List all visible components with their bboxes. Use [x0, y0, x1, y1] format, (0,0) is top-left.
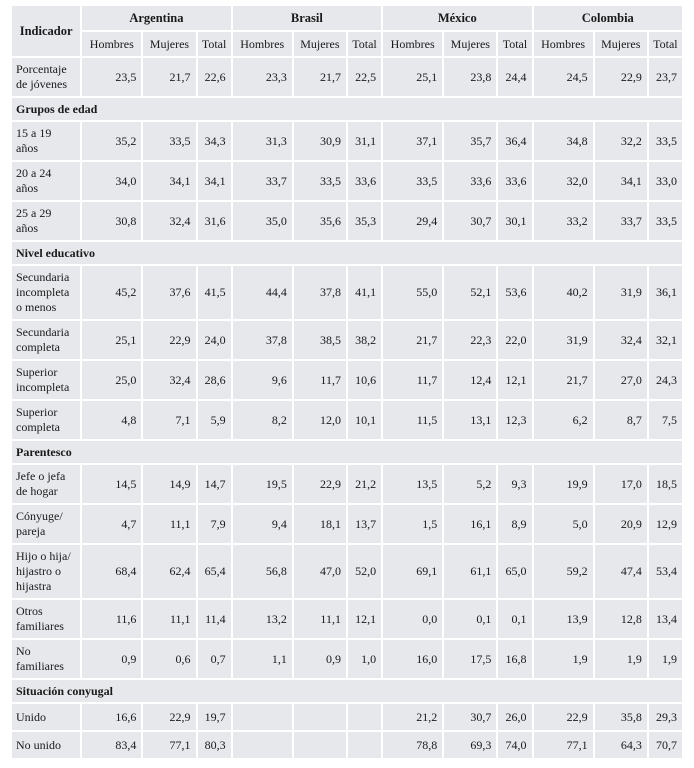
table-cell: 18,5 — [649, 465, 682, 503]
table-cell: 1,9 — [595, 640, 647, 678]
table-cell: 26,0 — [498, 704, 531, 730]
section-label: Nivel educativo — [12, 242, 682, 264]
table-cell: 23,7 — [649, 58, 682, 96]
table-cell: 9,3 — [498, 465, 531, 503]
table-cell: 24,5 — [534, 58, 593, 96]
table-cell: 69,3 — [444, 732, 496, 758]
row-label: 25 a 29 años — [12, 202, 80, 240]
table-cell: 24,3 — [649, 361, 682, 399]
table-cell: 69,1 — [383, 545, 442, 598]
table-cell: 5,9 — [198, 401, 231, 439]
subheader-hombres: Hombres — [233, 32, 292, 56]
table-row — [12, 202, 682, 240]
table-cell: 28,6 — [198, 361, 231, 399]
table-cell: 16,8 — [498, 640, 531, 678]
row-label: 15 a 19 años — [12, 122, 80, 160]
table-cell: 14,9 — [143, 465, 195, 503]
table-cell: 61,1 — [444, 545, 496, 598]
country-header-argentina: Argentina — [82, 6, 230, 30]
table-cell: 22,9 — [294, 465, 346, 503]
table-cell: 21,7 — [143, 58, 195, 96]
subheader-hombres: Hombres — [383, 32, 442, 56]
table-cell: 12,0 — [294, 401, 346, 439]
table-cell: 31,3 — [233, 122, 292, 160]
subheader-mujeres: Mujeres — [294, 32, 346, 56]
table-cell: 22,5 — [348, 58, 381, 96]
table-cell: 32,1 — [649, 321, 682, 359]
row-label: 20 a 24 años — [12, 162, 80, 200]
table-cell: 31,9 — [595, 266, 647, 319]
table-cell: 65,4 — [198, 545, 231, 598]
table-cell: 24,4 — [498, 58, 531, 96]
table-cell: 38,2 — [348, 321, 381, 359]
table-cell: 40,2 — [534, 266, 593, 319]
table-cell: 37,1 — [383, 122, 442, 160]
table-cell: 11,7 — [383, 361, 442, 399]
table-cell: 77,1 — [534, 732, 593, 758]
table-cell: 33,7 — [595, 202, 647, 240]
subheader-total: Total — [198, 32, 231, 56]
table-cell: 56,8 — [233, 545, 292, 598]
table-cell: 4,7 — [82, 505, 141, 543]
table-cell: 19,5 — [233, 465, 292, 503]
table-cell: 5,2 — [444, 465, 496, 503]
table-row — [12, 732, 682, 758]
table-cell: 11,6 — [82, 600, 141, 638]
table-cell: 53,4 — [649, 545, 682, 598]
table-cell: 37,8 — [294, 266, 346, 319]
country-header-colombia: Colombia — [534, 6, 683, 30]
table-cell: 33,5 — [143, 122, 195, 160]
table-cell: 22,6 — [198, 58, 231, 96]
table-cell — [294, 704, 346, 730]
table-cell: 62,4 — [143, 545, 195, 598]
table-row — [12, 505, 682, 543]
table-cell: 27,0 — [595, 361, 647, 399]
country-header-brasil: Brasil — [233, 6, 381, 30]
table-cell: 32,0 — [534, 162, 593, 200]
table-row — [12, 401, 682, 439]
table-cell: 6,2 — [534, 401, 593, 439]
table-cell — [348, 704, 381, 730]
table-cell: 33,2 — [534, 202, 593, 240]
table-row — [12, 58, 682, 96]
row-label: Superior incompleta — [12, 361, 80, 399]
table-cell: 7,9 — [198, 505, 231, 543]
section-label: Parentesco — [12, 441, 682, 463]
table-cell: 21,7 — [383, 321, 442, 359]
table-cell: 41,5 — [198, 266, 231, 319]
table-cell: 80,3 — [198, 732, 231, 758]
table-cell: 22,9 — [143, 704, 195, 730]
table-cell: 33,6 — [348, 162, 381, 200]
table-cell: 19,9 — [534, 465, 593, 503]
table-cell: 29,4 — [383, 202, 442, 240]
section-row — [12, 242, 682, 264]
section-label: Situación conyugal — [12, 680, 682, 702]
row-label: Cónyuge/ pareja — [12, 505, 80, 543]
table-cell: 30,9 — [294, 122, 346, 160]
table-cell: 23,3 — [233, 58, 292, 96]
table-cell: 35,7 — [444, 122, 496, 160]
table-cell: 9,4 — [233, 505, 292, 543]
data-table — [10, 4, 684, 760]
table-cell: 18,1 — [294, 505, 346, 543]
table-cell: 59,2 — [534, 545, 593, 598]
subheader-mujeres: Mujeres — [444, 32, 496, 56]
table-cell: 35,0 — [233, 202, 292, 240]
table-cell: 10,6 — [348, 361, 381, 399]
table-cell: 52,1 — [444, 266, 496, 319]
table-row — [12, 122, 682, 160]
row-label: No familiares — [12, 640, 80, 678]
table-cell: 21,2 — [383, 704, 442, 730]
table-row — [12, 266, 682, 319]
table-cell: 35,3 — [348, 202, 381, 240]
subheader-total: Total — [649, 32, 682, 56]
table-cell: 14,5 — [82, 465, 141, 503]
table-cell: 16,0 — [383, 640, 442, 678]
table-cell: 30,7 — [444, 704, 496, 730]
table-cell: 22,9 — [143, 321, 195, 359]
table-cell: 23,5 — [82, 58, 141, 96]
table-cell: 13,2 — [233, 600, 292, 638]
table-cell: 24,0 — [198, 321, 231, 359]
table-cell — [233, 704, 292, 730]
row-label: Otros familiares — [12, 600, 80, 638]
table-cell: 33,0 — [649, 162, 682, 200]
table-cell: 29,3 — [649, 704, 682, 730]
table-cell: 11,7 — [294, 361, 346, 399]
row-label: Secundaria completa — [12, 321, 80, 359]
row-label: Superior completa — [12, 401, 80, 439]
table-cell: 13,1 — [444, 401, 496, 439]
table-cell: 47,4 — [595, 545, 647, 598]
table-cell: 16,6 — [82, 704, 141, 730]
table-cell: 11,1 — [143, 600, 195, 638]
table-cell: 41,1 — [348, 266, 381, 319]
table-cell: 68,4 — [82, 545, 141, 598]
subheader-mujeres: Mujeres — [595, 32, 647, 56]
table-cell: 33,6 — [498, 162, 531, 200]
table-cell: 35,8 — [595, 704, 647, 730]
table-row — [12, 321, 682, 359]
table-cell: 34,1 — [143, 162, 195, 200]
table-cell: 10,1 — [348, 401, 381, 439]
subheader-total: Total — [348, 32, 381, 56]
table-cell: 78,8 — [383, 732, 442, 758]
indicator-header: Indicador — [12, 6, 80, 56]
table-cell: 12,3 — [498, 401, 531, 439]
table-cell: 11,1 — [294, 600, 346, 638]
row-label: No unido — [12, 732, 80, 758]
subheader-mujeres: Mujeres — [143, 32, 195, 56]
row-label: Hijo o hija/ hijastro o hijastra — [12, 545, 80, 598]
table-cell: 32,4 — [143, 361, 195, 399]
table-cell: 21,7 — [534, 361, 593, 399]
row-label: Porcentaje de jóvenes — [12, 58, 80, 96]
table-cell: 12,9 — [649, 505, 682, 543]
table-cell: 12,4 — [444, 361, 496, 399]
table-cell: 32,4 — [595, 321, 647, 359]
table-cell: 11,4 — [198, 600, 231, 638]
table-cell: 0,6 — [143, 640, 195, 678]
table-body — [12, 58, 682, 758]
table-cell: 11,5 — [383, 401, 442, 439]
table-cell: 16,1 — [444, 505, 496, 543]
table-cell: 1,5 — [383, 505, 442, 543]
table-cell: 22,9 — [534, 704, 593, 730]
table-row — [12, 465, 682, 503]
table-cell: 0,9 — [294, 640, 346, 678]
table-cell — [233, 732, 292, 758]
table-cell: 74,0 — [498, 732, 531, 758]
row-label: Unido — [12, 704, 80, 730]
table-cell: 0,0 — [383, 600, 442, 638]
table-cell: 22,0 — [498, 321, 531, 359]
table-cell — [294, 732, 346, 758]
table-container — [10, 4, 684, 768]
table-cell: 33,7 — [233, 162, 292, 200]
table-cell: 8,9 — [498, 505, 531, 543]
table-cell: 38,5 — [294, 321, 346, 359]
table-cell: 14,7 — [198, 465, 231, 503]
table-cell: 34,1 — [595, 162, 647, 200]
table-cell: 7,1 — [143, 401, 195, 439]
table-cell: 0,9 — [82, 640, 141, 678]
country-header-mexico: México — [383, 6, 531, 30]
table-cell — [348, 732, 381, 758]
table-cell: 65,0 — [498, 545, 531, 598]
table-cell: 33,5 — [383, 162, 442, 200]
table-cell: 17,0 — [595, 465, 647, 503]
section-row — [12, 98, 682, 120]
table-cell: 34,0 — [82, 162, 141, 200]
table-cell: 83,4 — [82, 732, 141, 758]
table-cell: 37,8 — [233, 321, 292, 359]
table-cell: 17,5 — [444, 640, 496, 678]
table-cell: 37,6 — [143, 266, 195, 319]
table-cell: 11,1 — [143, 505, 195, 543]
table-cell: 0,1 — [498, 600, 531, 638]
table-cell: 23,8 — [444, 58, 496, 96]
table-cell: 34,3 — [198, 122, 231, 160]
table-cell: 1,9 — [534, 640, 593, 678]
table-cell: 55,0 — [383, 266, 442, 319]
table-cell: 13,4 — [649, 600, 682, 638]
table-cell: 9,6 — [233, 361, 292, 399]
table-cell: 8,2 — [233, 401, 292, 439]
table-cell: 5,0 — [534, 505, 593, 543]
table-cell: 64,3 — [595, 732, 647, 758]
table-row — [12, 545, 682, 598]
table-cell: 21,7 — [294, 58, 346, 96]
subheader-total: Total — [498, 32, 531, 56]
table-cell: 0,7 — [198, 640, 231, 678]
table-cell: 1,0 — [348, 640, 381, 678]
table-cell: 7,5 — [649, 401, 682, 439]
table-cell: 12,8 — [595, 600, 647, 638]
table-cell: 53,6 — [498, 266, 531, 319]
table-cell: 31,1 — [348, 122, 381, 160]
table-cell: 12,1 — [498, 361, 531, 399]
table-cell: 33,5 — [294, 162, 346, 200]
table-cell: 77,1 — [143, 732, 195, 758]
table-cell: 22,3 — [444, 321, 496, 359]
table-cell: 25,0 — [82, 361, 141, 399]
table-cell: 25,1 — [82, 321, 141, 359]
table-cell: 32,2 — [595, 122, 647, 160]
table-cell: 13,5 — [383, 465, 442, 503]
row-label: Secundaria incompleta o menos — [12, 266, 80, 319]
table-cell: 13,7 — [348, 505, 381, 543]
table-cell: 34,8 — [534, 122, 593, 160]
table-cell: 33,5 — [649, 122, 682, 160]
table-cell: 30,8 — [82, 202, 141, 240]
table-row — [12, 640, 682, 678]
table-cell: 1,1 — [233, 640, 292, 678]
table-cell: 1,9 — [649, 640, 682, 678]
subheader-hombres: Hombres — [82, 32, 141, 56]
table-cell: 52,0 — [348, 545, 381, 598]
table-cell: 44,4 — [233, 266, 292, 319]
table-row — [12, 162, 682, 200]
table-cell: 25,1 — [383, 58, 442, 96]
table-cell: 35,6 — [294, 202, 346, 240]
table-row — [12, 600, 682, 638]
table-cell: 30,1 — [498, 202, 531, 240]
section-row — [12, 441, 682, 463]
table-cell: 4,8 — [82, 401, 141, 439]
table-cell: 47,0 — [294, 545, 346, 598]
table-cell: 8,7 — [595, 401, 647, 439]
table-cell: 33,6 — [444, 162, 496, 200]
section-label: Grupos de edad — [12, 98, 682, 120]
table-cell: 12,1 — [348, 600, 381, 638]
section-row — [12, 680, 682, 702]
table-cell: 21,2 — [348, 465, 381, 503]
table-cell: 13,9 — [534, 600, 593, 638]
table-cell: 45,2 — [82, 266, 141, 319]
table-cell: 30,7 — [444, 202, 496, 240]
table-cell: 36,4 — [498, 122, 531, 160]
table-cell: 70,7 — [649, 732, 682, 758]
table-cell: 33,5 — [649, 202, 682, 240]
table-cell: 34,1 — [198, 162, 231, 200]
table-cell: 19,7 — [198, 704, 231, 730]
table-cell: 0,1 — [444, 600, 496, 638]
table-cell: 20,9 — [595, 505, 647, 543]
table-cell: 32,4 — [143, 202, 195, 240]
table-cell: 22,9 — [595, 58, 647, 96]
row-label: Jefe o jefa de hogar — [12, 465, 80, 503]
table-cell: 35,2 — [82, 122, 141, 160]
table-row — [12, 361, 682, 399]
footnote-area — [10, 760, 684, 768]
table-cell: 31,6 — [198, 202, 231, 240]
table-cell: 36,1 — [649, 266, 682, 319]
table-row — [12, 704, 682, 730]
subheader-hombres: Hombres — [534, 32, 593, 56]
table-cell: 31,9 — [534, 321, 593, 359]
